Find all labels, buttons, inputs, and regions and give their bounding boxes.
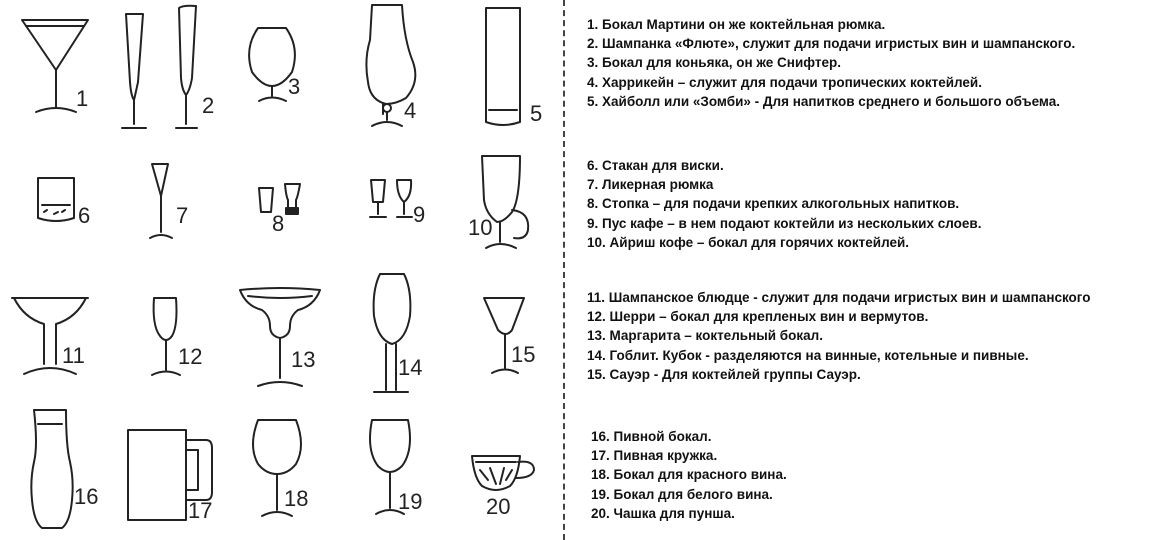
- sherry-glass-icon: [152, 298, 180, 375]
- legend-group-4: [591, 427, 787, 523]
- legend-group-2: [587, 156, 981, 252]
- glass-number-6: 6: [78, 203, 91, 228]
- legend-item: 3. Бокал для коньяка, он же Снифтер.: [587, 55, 842, 71]
- legend-item: 20. Чашка для пунша.: [591, 505, 735, 521]
- legend-item: 14. Гоблит. Кубок - разделяются на винные, котельные и пивные.: [587, 347, 1029, 363]
- glass-number-5: 5: [530, 101, 543, 126]
- dashed-divider: [563, 0, 565, 540]
- legend-item: 6. Стакан для виски.: [587, 158, 724, 173]
- punch-cup-icon: [472, 456, 534, 490]
- beer-glass-icon: [31, 410, 72, 528]
- champagne-flute-icon: [122, 6, 197, 128]
- glass-number-8: 8: [272, 211, 285, 236]
- legend-item: 16. Пивной бокал.: [591, 429, 712, 444]
- legend-item: 4. Харрикейн – служит для подачи тропических коктейлей.: [587, 74, 982, 90]
- legend-item: 11. Шампанское блюдце - служит для подачи игристых вин и шампанского: [587, 290, 1091, 305]
- glass-number-17: 17: [188, 498, 213, 523]
- legend-item: 1. Бокал Мартини он же коктейльная рюмка.: [587, 17, 886, 32]
- legend-item: 19. Бокал для белого вина.: [591, 486, 773, 502]
- glass-number-7: 7: [176, 203, 189, 228]
- glass-number-3: 3: [288, 74, 301, 99]
- highball-glass-icon: [486, 8, 520, 125]
- legend-item: 15. Сауэр - Для коктейлей группы Сауэр.: [587, 366, 861, 382]
- legend-item: 2. Шампанка «Флюте», служит для подачи игристых вин и шампанского.: [587, 36, 1076, 52]
- glass-number-14: 14: [398, 355, 423, 380]
- glass-number-18: 18: [284, 486, 309, 511]
- glass-number-2: 2: [202, 93, 215, 118]
- legend-item: 9. Пус кафе – в нем подают коктейли из нескольких слоев.: [587, 215, 982, 231]
- glass-number-15: 15: [511, 342, 536, 367]
- legend-item: 17. Пивная кружка.: [591, 448, 718, 464]
- glass-number-4: 4: [404, 98, 417, 123]
- legend-group-1: [587, 15, 1075, 111]
- glass-number-19: 19: [398, 489, 423, 514]
- pousse-cafe-glass-icon: [370, 180, 412, 217]
- glass-number-10: 10: [468, 215, 493, 240]
- glass-number-1: 1: [76, 86, 89, 111]
- legend-item: 10. Айриш кофе – бокал для горячих коктейлей.: [587, 234, 910, 250]
- shot-glass-icon: [259, 184, 300, 214]
- liqueur-glass-icon: [150, 164, 172, 238]
- glass-number-9: 9: [413, 202, 426, 227]
- whisky-glass-icon: [38, 178, 74, 221]
- glass-number-16: 16: [74, 484, 99, 509]
- legend-item: 5. Хайболл или «Зомби» - Для напитков среднего и большого объема.: [587, 93, 1061, 109]
- glass-number-13: 13: [291, 347, 316, 372]
- legend-item: 13. Маргарита – коктельный бокал.: [587, 328, 823, 344]
- legend-item: 18. Бокал для красного вина.: [591, 467, 787, 483]
- glass-number-20: 20: [486, 494, 511, 519]
- legend-item: 7. Ликерная рюмка: [587, 177, 714, 193]
- glass-number-12: 12: [178, 344, 203, 369]
- legend-item: 12. Шерри – бокал для крепленых вин и вермутов.: [587, 309, 929, 325]
- glass-number-11: 11: [62, 343, 85, 368]
- glassware-illustrations: [0, 0, 563, 540]
- legend-item: 8. Стопка – для подачи крепких алкогольных напитков.: [587, 196, 960, 212]
- legend-group-3: [587, 288, 1091, 384]
